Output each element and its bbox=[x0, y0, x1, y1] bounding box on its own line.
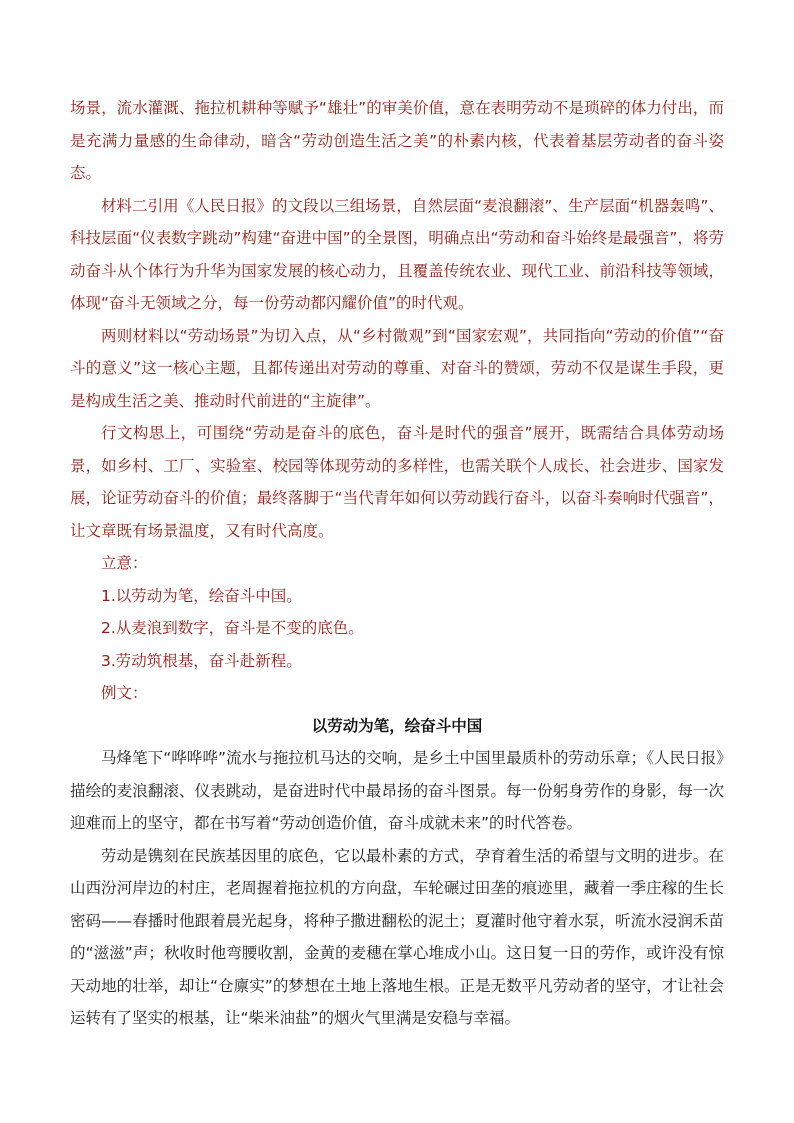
ideas-label: 立意： bbox=[101, 554, 148, 572]
analysis-paragraph-4: 行文构思上，可围绕“劳动是奋斗的底色，奋斗是时代的强音”展开，既需结合具体劳动场景，如乡村、工厂、实验室、校园等体现劳动的多样性，也需关联个人成长、社会进步、国家发展，论证劳动奋斗的价值；最终落脚于“当代青年如何以劳动践行奋斗，以奋斗奏响时代强音”，让文章既有场景温度，又有时代高度。 bbox=[70, 424, 724, 540]
idea-item-1: 1.以劳动为笔，绘奋斗中国。 bbox=[101, 586, 302, 605]
analysis-paragraph-2: 材料二引用《人民日报》的文段以三组场景，自然层面“麦浪翻滚”、生产层面“机器轰鸣”、科技层面“仪表数字跳动”构建“奋进中国”的全景图，明确点出“劳动和奋斗始终是最强音”，将劳动奋斗从个体行为升华为国家发展的核心动力，且覆盖传统农业、现代工业、前沿科技等领域，体现“奋斗无领域之分，每一份劳动都闪耀价值”的时代观。 bbox=[70, 196, 724, 312]
essay-title: 以劳动为笔，绘奋斗中国 bbox=[311, 716, 483, 735]
essay-label: 例文： bbox=[101, 684, 148, 702]
essay-paragraph-2: 劳动是镌刻在民族基因里的底色，它以最朴素的方式，孕育着生活的希望与文明的进步。在山西汾河岸边的村庄，老周握着拖拉机的方向盘，车轮碾过田垄的痕迹里，藏着一季庄稼的生长密码——春播时他跟着晨光起身，将种子撒进翻松的泥土；夏灌时他守着水泵，听流水浸润禾苗的“滋滋”声；秋收时他弯腰收割，金黄的麦穗在掌心堆成小山。这日复一日的劳作，或许没有惊天动地的壮举，却让“仓廪实”的梦想在土地上落地生根。正是无数平凡劳动者的坚守，才让社会运转有了坚实的根基，让“柴米油盐”的烟火气里满是安稳与幸福。 bbox=[70, 846, 724, 1027]
analysis-paragraph-1: 场景，流水灌溉、拖拉机耕种等赋予“雄壮”的审美价值，意在表明劳动不是琐碎的体力付出，而是充满力量感的生命律动，暗含“劳动创造生活之美”的朴素内核，代表着基层劳动者的奋斗姿态。 bbox=[70, 99, 724, 182]
idea-item-2: 2.从麦浪到数字，奋斗是不变的底色。 bbox=[101, 619, 364, 637]
essay-paragraph-1: 马烽笔下“哗哗哗”流水与拖拉机马达的交响，是乡土中国里最质朴的劳动乐章；《人民日报》描绘的麦浪翻滚、仪表跳动，是奋进时代中最昂扬的奋斗图景。每一份躬身劳作的身影，每一次迎难而上的坚守，都在书写着“劳动创造价值，奋斗成就未来”的时代答卷。 bbox=[70, 749, 724, 832]
analysis-paragraph-3: 两则材料以“劳动场景”为切入点，从“乡村微观”到“国家宏观”，共同指向“劳动的价值”“奋斗的意义”这一核心主题，且都传递出对劳动的尊重、对奋斗的赞颂，劳动不仅是谋生手段，更是构成生活之美、推动时代前进的“主旋律”。 bbox=[70, 326, 724, 410]
idea-item-3: 3.劳动筑根基，奋斗赴新程。 bbox=[101, 651, 302, 670]
document-body bbox=[70, 92, 724, 1035]
